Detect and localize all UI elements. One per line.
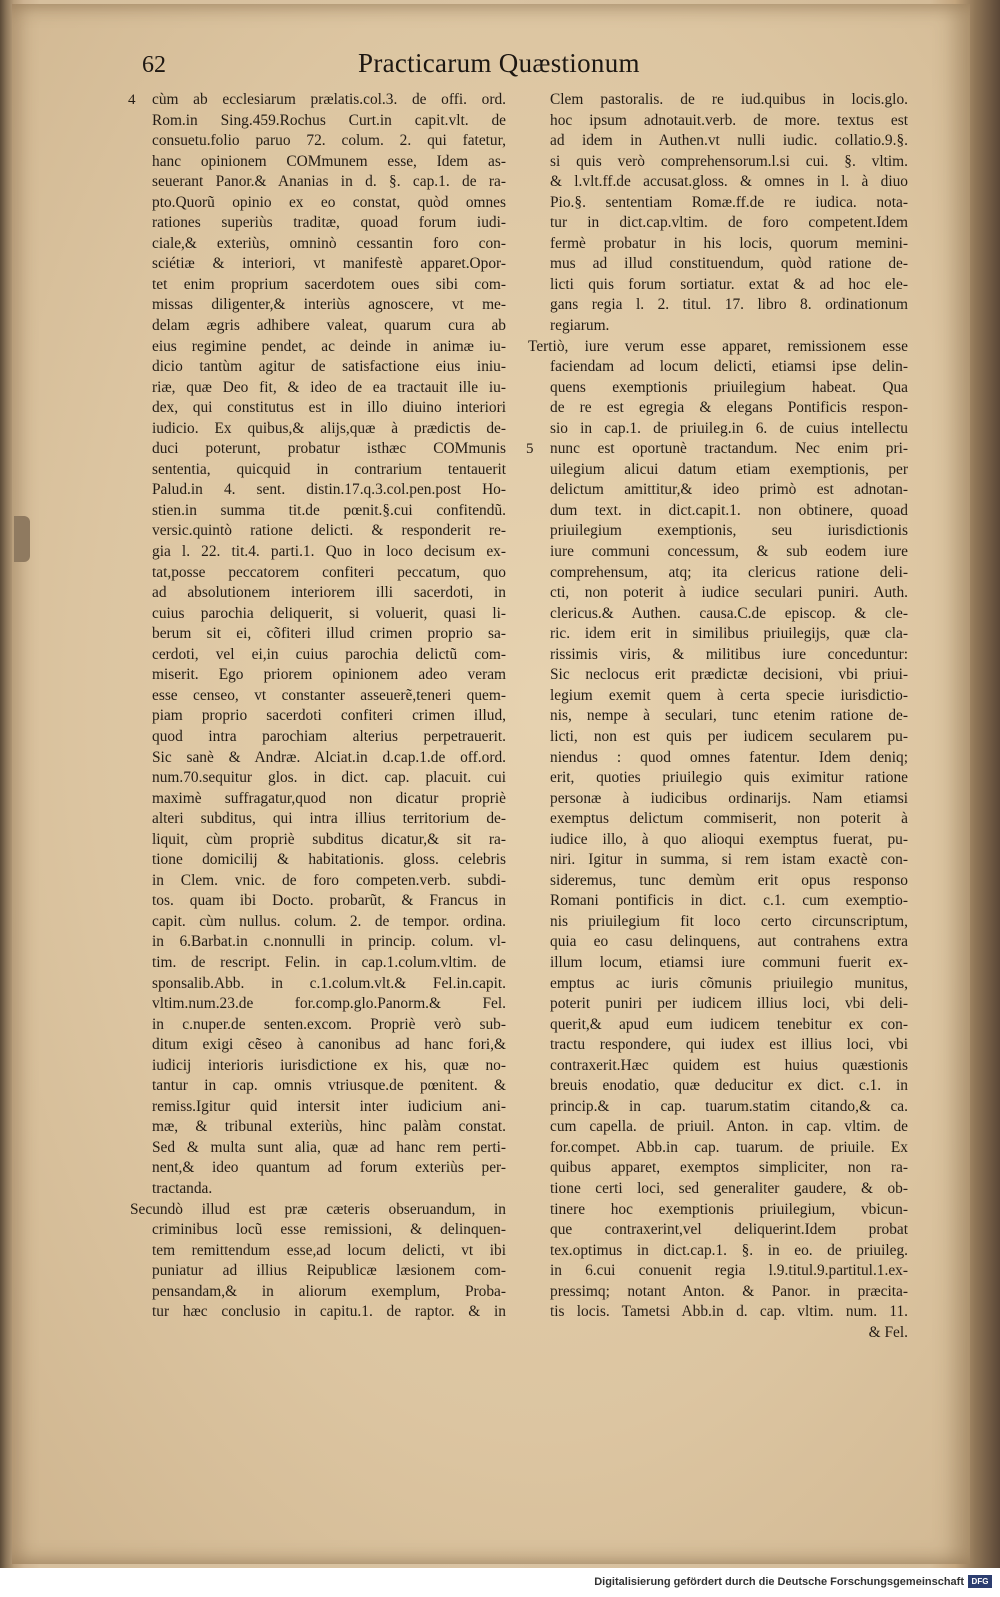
line-text: ad absolutionem interiorem illi sacerdoti, in [152, 584, 506, 602]
line-text: ad idem in Authen.vt nulli iudic. collatio.9.§. [550, 132, 908, 150]
left-column [130, 90, 506, 1323]
line-text: & l.vlt.ff.de accusat.gloss. & omnes in l. à diuo [550, 173, 908, 191]
line-text: criminibus locũ esse remissioni, & delinquen- [152, 1221, 506, 1239]
left-column-line [130, 912, 506, 933]
line-text: iudicij interioris iurisdictione ex his, quæ no- [152, 1056, 506, 1074]
left-column-line [130, 604, 506, 625]
line-text: num.70.sequitur glos. in dict. cap. placuit. cui [152, 769, 506, 787]
line-text: quibus apparet, exemptos simpliciter, non ra- [550, 1159, 908, 1177]
right-column-line [528, 994, 908, 1015]
line-text: tione domicilij & habitationis. gloss. celebris [152, 851, 506, 869]
line-text: Romani pontificis in dict. c.1. cum exemptio- [550, 892, 908, 910]
line-text: in Clem. vnic. de foro competen.verb. subdi- [152, 871, 506, 889]
line-text: iudicio. Ex quibus,& alijs,quæ à prædictis de- [152, 419, 506, 437]
left-column-line [130, 1261, 506, 1282]
left-column-line [130, 727, 506, 748]
line-text: Sed & multa sunt alia, quæ ad hanc rem perti- [152, 1138, 506, 1156]
left-column-line [130, 398, 506, 419]
line-text: berum sit ei, cõfiteri illud crimen proprio sa- [152, 625, 506, 643]
line-text: & Fel. [868, 1323, 908, 1341]
left-column-line [130, 624, 506, 645]
left-column-line [130, 295, 506, 316]
line-text: sciétiæ & interiori, vt manifestè apparet.Opor- [152, 255, 506, 273]
right-column-line [528, 152, 908, 173]
right-column-line [528, 1158, 908, 1179]
line-text: missas diligenter,& interiùs agnoscere, vt me- [152, 296, 506, 314]
line-text: consuetu.folio paruo 72. colum. 2. qui fatetur, [152, 132, 506, 150]
right-column-line [528, 460, 908, 481]
page-number: 62 [142, 52, 166, 78]
line-text: ditum exigi cẽseo à canonibus ad hanc fori,& [152, 1036, 506, 1054]
left-column-line [130, 234, 506, 255]
right-column-line [528, 295, 908, 316]
right-column-line [528, 131, 908, 152]
line-text: poterit puniri per iudicem illius loci, vbi deli- [550, 995, 908, 1013]
left-column-line [130, 830, 506, 851]
line-text: mus ad illud constituendum, quòd ratione de- [550, 255, 908, 273]
line-text: capit. cùm nullus. colum. 2. de tempor. ordina. [152, 912, 506, 930]
right-column-line [528, 974, 908, 995]
line-text: tim. de rescript. Felin. in cap.1.colum.vltim. de [152, 953, 506, 971]
left-column-line [130, 172, 506, 193]
line-text: sideremus, tunc demùm erit opus responso [550, 871, 908, 889]
left-column-line [130, 1282, 506, 1303]
line-text: quens exemptionis priuilegium habeat. Qua [550, 378, 908, 396]
right-column-line [528, 378, 908, 399]
left-column-line [130, 213, 506, 234]
line-text: tione certi loci, sed generaliter gaudere, & ob- [550, 1179, 908, 1197]
line-text: sententia, quicquid in contrarium tentauerit [152, 460, 506, 478]
line-text: quia eo casu delinquens, aut contrahens extra [550, 933, 908, 951]
left-column-line [130, 932, 506, 953]
left-column-line [130, 748, 506, 769]
right-column-line [528, 1200, 908, 1221]
line-text: nunc est oportunè tractandum. Nec enim pri- [550, 440, 908, 458]
right-column-line [528, 254, 908, 275]
left-column-line [130, 1302, 506, 1323]
funding-credit: Digitalisierung gefördert durch die Deutsche Forschungsgemeinschaft [594, 1576, 964, 1588]
right-column-line [528, 1015, 908, 1036]
line-text: in c.nuper.de senten.excom. Propriè verò sub- [152, 1015, 506, 1033]
right-column [528, 90, 908, 1343]
line-text: faciendam ad locum delicti, etiamsi ipse delin- [550, 358, 908, 376]
line-text: clericus.& Authen. causa.C.de episcop. & cle- [550, 604, 908, 622]
line-text: tractu respondere, qui iudex est illius loci, vbi [550, 1036, 908, 1054]
line-text: fermè probatur in his locis, quorum memini- [550, 234, 908, 252]
right-column-line [528, 748, 908, 769]
line-text: tis locis. Tametsi Abb.in d. cap. vltim. num. 11. [550, 1303, 908, 1321]
right-column-line [528, 521, 908, 542]
right-column-line [528, 706, 908, 727]
line-text: in 6.Barbat.in c.nonnulli in princip. colum. vl- [152, 933, 506, 951]
line-text: tantur in cap. omnis vtriusque.de pœnitent. & [152, 1077, 506, 1095]
line-text: rissimis viris, & militibus iure conceduntur: [550, 645, 908, 663]
left-column-line [130, 357, 506, 378]
right-column-line [528, 604, 908, 625]
line-text: gia l. 22. tit.4. parti.1. Quo in loco decisum ex- [152, 543, 506, 561]
line-text: cuius parochia deliquerit, si voluerit, quasi li- [152, 604, 506, 622]
right-column-line [528, 398, 908, 419]
left-column-line [130, 1076, 506, 1097]
line-text: duci poterunt, probatur isthæc COMmunis [152, 440, 506, 458]
line-text: delictum amittitur,& ideo primò est adnotan- [550, 481, 908, 499]
line-text: personæ à iudicibus ordinarijs. Nam etiamsi [550, 789, 908, 807]
line-text: in 6.cui conuenit regia l.9.titul.9.partitul.1.ex- [550, 1262, 908, 1280]
line-text: Tertiò, iure verum esse apparet, remissionem esse [528, 337, 908, 355]
footer-bar [0, 1568, 1000, 1597]
line-text: iudice illo, à quo alioqui exemptus fuerat, pu- [550, 830, 908, 848]
line-text: cerdoti, vel ei,in cuius parochia delictũ com- [152, 645, 506, 663]
line-text: illum locum, etiamsi iure communi fuerit ex- [550, 953, 908, 971]
line-text: tinere hoc exemptionis priuilegium, vbicun- [550, 1200, 908, 1218]
left-column-line [130, 90, 506, 111]
line-text: Palud.in 4. sent. distin.17.q.3.col.pen.post Ho- [152, 481, 506, 499]
line-text: comprehensum, atq; ita clericus ratione deli- [550, 563, 908, 581]
line-text: maximè suffragatur,quod non dicatur propriè [152, 789, 506, 807]
right-column-line [528, 1261, 908, 1282]
line-text: Sic sanè & Andræ. Alciat.in d.cap.1.de off.ord. [152, 748, 506, 766]
left-column-line [130, 1035, 506, 1056]
right-column-line [528, 234, 908, 255]
right-column-line [528, 193, 908, 214]
left-column-line [130, 768, 506, 789]
left-column-line [130, 1200, 506, 1221]
right-column-line [528, 830, 908, 851]
line-text: Secundò illud est præ cæteris obseruandum, in [130, 1200, 506, 1218]
line-text: emptus ac iuris cõmunis priuilegio munitus, [550, 974, 908, 992]
line-text: erit, quoties priuilegio quis eximitur ratione [550, 769, 908, 787]
line-text: que contraxerint,vel deliquerint.Idem probat [550, 1221, 908, 1239]
left-column-line [130, 480, 506, 501]
line-text: vltim.num.23.de for.comp.glo.Panorm.& Fel. [152, 995, 506, 1013]
left-column-line [130, 1056, 506, 1077]
right-column-line [528, 1302, 908, 1323]
right-column-line [528, 563, 908, 584]
right-column-line [528, 501, 908, 522]
line-text: ric. idem erit in similibus priuilegijs, quæ cla- [550, 625, 908, 643]
left-column-line [130, 645, 506, 666]
left-column-line [130, 1097, 506, 1118]
left-column-line [130, 994, 506, 1015]
right-column-line [528, 789, 908, 810]
left-column-line [130, 809, 506, 830]
left-column-line [130, 789, 506, 810]
line-text: miserit. Ego priorem opinionem adeo veram [152, 666, 506, 684]
right-column-line [528, 1117, 908, 1138]
left-column-line [130, 1138, 506, 1159]
right-column-line [528, 316, 908, 337]
dfg-logo: DFG [968, 1575, 992, 1588]
line-text: Pio.§. sententiam Romæ.ff.de re iudica. nota- [550, 193, 908, 211]
left-column-line [130, 1158, 506, 1179]
left-column-line [130, 337, 506, 358]
line-text: de re est egregia & elegans Pontificis respon- [550, 399, 908, 417]
right-column-line [528, 1179, 908, 1200]
left-column-line [130, 254, 506, 275]
line-text: cti, non poterit à iudice seculari puniri. Auth. [550, 584, 908, 602]
left-column-line [130, 686, 506, 707]
line-text: breuis enodatio, quæ deducitur ex dict. c.1. in [550, 1077, 908, 1095]
line-text: Sic neclocus erit prædictæ decisioni, vbi priui- [550, 666, 908, 684]
line-text: mæ, & tribunal exteriùs, hinc palàm constat. [152, 1118, 506, 1136]
right-column-line [528, 809, 908, 830]
right-column-line [528, 1220, 908, 1241]
line-text: regiarum. [550, 317, 610, 335]
left-column-line [130, 1241, 506, 1262]
right-column-line [528, 1056, 908, 1077]
right-column-line [528, 111, 908, 132]
left-column-line [130, 501, 506, 522]
right-column-line [528, 624, 908, 645]
line-text: tur in dict.cap.vltim. de foro competent.Idem [550, 214, 908, 232]
line-text: eius regimine pendet, ac deinde in animæ iu- [152, 337, 506, 355]
right-column-line [528, 1097, 908, 1118]
running-head: Practicarum Quæstionum [358, 48, 640, 78]
line-text: contraxerit.Hæc quidem est huius quæstionis [550, 1056, 908, 1074]
line-text: priuilegium exemptionis, seu iurisdictionis [550, 522, 908, 540]
line-text: licti quis forum sortiatur. extat & ad hoc ele- [550, 275, 908, 293]
left-column-line [130, 974, 506, 995]
line-text: cùm ab ecclesiarum prælatis.col.3. de offi. ord. [152, 91, 506, 108]
right-column-line [528, 1282, 908, 1303]
line-text: princip.& in cap. tuarum.statim citando,& ca. [550, 1097, 908, 1115]
line-text: tem remittendum esse,ad locum delicti, vt ibi [152, 1241, 506, 1259]
left-column-line [130, 193, 506, 214]
margin-number: 5 [526, 441, 534, 458]
left-column-line [130, 542, 506, 563]
line-text: niendus : quod omnes fatentur. Idem deniq; [550, 748, 908, 766]
line-text: iure communi concessum, & sub eodem iure [550, 543, 908, 561]
line-text: riæ, quæ Deo fit, & ideo de ea tractauit ille iu- [152, 378, 506, 396]
left-column-line [130, 521, 506, 542]
right-column-line [528, 337, 908, 358]
left-column-line [130, 891, 506, 912]
left-column-line [130, 583, 506, 604]
binding-clip [14, 516, 30, 562]
line-text: tur hæc conclusio in capitu.1. de raptor. & in [152, 1303, 506, 1321]
line-text: tos. quam ibi Docto. probarũt, & Francus in [152, 892, 506, 910]
right-column-line [528, 1241, 908, 1262]
right-column-line [528, 727, 908, 748]
margin-number: 4 [128, 92, 136, 108]
left-column-line [130, 1179, 506, 1200]
right-column-line [528, 1076, 908, 1097]
line-text: hoc ipsum adnotauit.verb. de more. textus est [550, 111, 908, 129]
right-column-line [528, 871, 908, 892]
right-column-line [528, 1138, 908, 1159]
line-text: tat,posse peccatorem confiteri peccatum, quo [152, 563, 506, 581]
line-text: Rom.in Sing.459.Rochus Curt.in capit.vlt. de [152, 111, 506, 129]
line-text: cum capella. de priuil. Anton. in cap. vltim. de [550, 1118, 908, 1136]
left-column-line [130, 316, 506, 337]
line-text: exemptus delictum commiserit, non poterit à [550, 810, 908, 828]
line-text: legium exemit quem à certa specie iurisdictio- [550, 686, 908, 704]
left-column-line [130, 439, 506, 460]
line-text: tet enim proprium sacerdotem oues sibi com- [152, 275, 506, 293]
line-text: dicio tantùm agitur de satisfactione eius iniu- [152, 358, 506, 376]
line-text: liquit, cùm propriè subditus dicatur,& sit ra- [152, 830, 506, 848]
line-text: quod intra parochiam alterius perpetrauerit. [152, 727, 506, 745]
right-column-line [528, 665, 908, 686]
right-column-line [528, 583, 908, 604]
line-text: Clem pastoralis. de re iud.quibus in locis.glo. [550, 91, 908, 108]
line-text: pensandam,& in aliorum exemplum, Proba- [152, 1282, 506, 1300]
left-column-line [130, 152, 506, 173]
line-text: piam proprio sacerdoti confiteri crimen illud, [152, 707, 506, 725]
right-column-line [528, 932, 908, 953]
line-text: remiss.Igitur quid intersit inter iudicium ani- [152, 1097, 506, 1115]
line-text: ciale,& exteriùs, omninò cessantin foro con- [152, 234, 506, 252]
line-text: puniatur ad illius Reipublicæ læsionem com- [152, 1262, 506, 1280]
line-text: seuerant Panor.& Ananias in d. §. cap.1. de ra- [152, 173, 506, 191]
left-column-line [130, 275, 506, 296]
line-text: versic.quintò ratione delicti. & responderit re- [152, 522, 506, 540]
line-text: nis, nempe à seculari, tunc etenim ratione de- [550, 707, 908, 725]
line-text: gans regia l. 2. titul. 17. libro 8. ordinationum [550, 296, 908, 314]
left-column-line [130, 419, 506, 440]
line-text: uilegium alicui datum etiam exemptionis, per [550, 460, 908, 478]
line-text: pto.Quorũ opinio ex eo constat, quòd omnes [152, 193, 506, 211]
line-text: esse censeo, vt constanter asseuerẽ,teneri quem- [152, 686, 506, 704]
right-column-line [528, 645, 908, 666]
line-text: nis priuilegium fit loco certo circunscriptum, [550, 912, 908, 930]
right-column-line [528, 439, 908, 460]
left-column-line [130, 1015, 506, 1036]
right-column-line [528, 172, 908, 193]
left-column-line [130, 131, 506, 152]
right-column-line [528, 891, 908, 912]
line-text: for.compet. Abb.in cap. tuarum. de priuile. Ex [550, 1138, 908, 1156]
line-text: pressimq; notant Anton. & Panor. in præcita- [550, 1282, 908, 1300]
right-column-line [528, 542, 908, 563]
right-column-line [528, 768, 908, 789]
line-text: niri. Igitur in summa, si rem istam exactè con- [550, 851, 908, 869]
line-text: tractanda. [152, 1179, 213, 1197]
right-column-line [528, 912, 908, 933]
right-column-line [528, 357, 908, 378]
line-text: sponsalib.Abb. in c.1.colum.vlt.& Fel.in.capit. [152, 974, 506, 992]
line-text: delam ægris adhibere valeat, quarum cura ab [152, 317, 506, 335]
line-text: hanc opinionem COMmunem esse, Idem as- [152, 152, 506, 170]
right-column-line [528, 953, 908, 974]
right-column-line [528, 1323, 908, 1344]
left-column-line [130, 953, 506, 974]
line-text: rationes superiùs traditæ, quoad forum iudi- [152, 214, 506, 232]
left-column-line [130, 665, 506, 686]
right-column-line [528, 850, 908, 871]
left-column-line [130, 111, 506, 132]
line-text: querit,& apud eum iudicem tenebitur ex con- [550, 1015, 908, 1033]
line-text: tex.optimus in dict.cap.1. §. in eo. de priuileg. [550, 1241, 908, 1259]
right-column-line [528, 419, 908, 440]
line-text: nent,& ideo quantum ad forum exteriùs per- [152, 1159, 506, 1177]
left-column-line [130, 706, 506, 727]
left-column-line [130, 1117, 506, 1138]
right-column-line [528, 275, 908, 296]
right-column-line [528, 213, 908, 234]
left-column-line [130, 460, 506, 481]
right-column-line [528, 480, 908, 501]
right-column-line [528, 686, 908, 707]
right-column-line [528, 1035, 908, 1056]
left-column-line [130, 850, 506, 871]
line-text: stien.in summa tit.de pœnit.§.cui confitendũ. [152, 501, 506, 519]
left-column-line [130, 563, 506, 584]
left-column-line [130, 871, 506, 892]
line-text: dum text. in dict.capit.1. non obtinere, quoad [550, 501, 908, 519]
left-column-line [130, 378, 506, 399]
right-column-line [528, 90, 908, 111]
line-text: licti, non est quis per iudicem secularem pu- [550, 727, 908, 745]
line-text: dex, qui constitutus est in illo diuino interiori [152, 399, 506, 417]
left-column-line [130, 1220, 506, 1241]
line-text: sio in cap.1. de priuileg.in 6. de cuius intellectu [550, 419, 908, 437]
line-text: si quis verò comprehensorum.l.si cui. §. vltim. [550, 152, 908, 170]
line-text: alteri subditus, qui intra illius territorium de- [152, 810, 506, 828]
